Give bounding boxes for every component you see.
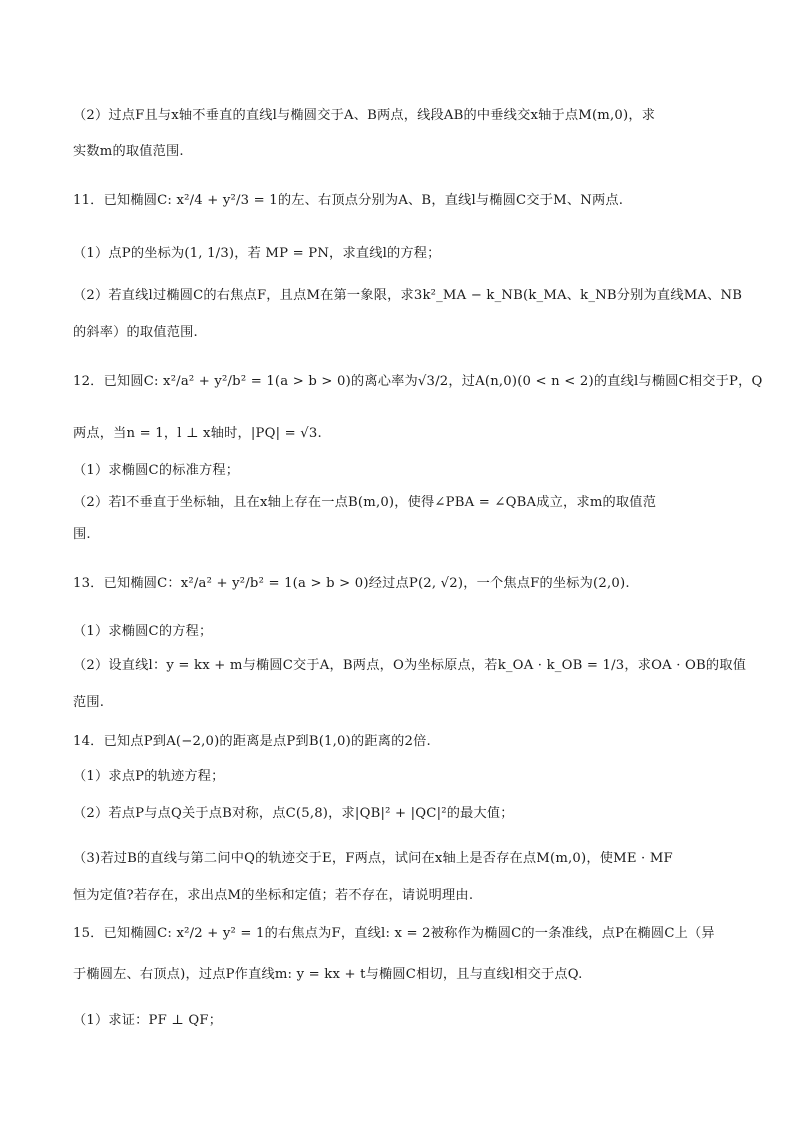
text-line: （1）求椭圆C的方程； xyxy=(73,624,213,639)
problem-13-statement: 13．已知椭圆C：x²/a² + y²/b² = 1(a > b > 0)经过点P(2, √2)，一个焦点F的坐标为(2,0). xyxy=(73,576,630,591)
text-line: 恒为定值?若存在，求出点M的坐标和定值；若不存在，请说明理由. xyxy=(73,888,474,903)
text-line: （1）求证：PF ⊥ QF； xyxy=(73,1013,223,1028)
text-line: 于椭圆左、右顶点)，过点P作直线m: y = kx + t与椭圆C相切，且与直线l相交于点Q. xyxy=(73,967,583,982)
text-line: （2）若直线l过椭圆C的右焦点F，且点M在第一象限，求3k²_MA − k_NB(k_MA、k_NB分别为直线MA、NB xyxy=(73,288,743,303)
text-line: （2）过点F且与x轴不垂直的直线l与椭圆交于A、B两点，线段AB的中垂线交x轴于点M(m,0)，求 xyxy=(73,108,656,123)
problem-15-statement: 15．已知椭圆C: x²/2 + y² = 1的右焦点为F，直线l: x = 2被称作为椭圆C的一条准线，点P在椭圆C上（异 xyxy=(73,926,715,941)
problem-12-statement: 12．已知圆C: x²/a² + y²/b² = 1(a > b > 0)的离心率为√3/2，过A(n,0)(0 < n < 2)的直线l与椭圆C相交于P，Q xyxy=(73,374,763,389)
text-line: （3)若过B的直线与第二问中Q的轨迹交于E，F两点，试问在x轴上是否存在点M(m,0)，使ME · MF xyxy=(73,851,673,866)
text-line: （2）设直线l：y = kx + m与椭圆C交于A，B两点，O为坐标原点，若k_OA · k_OB = 1/3，求OA · OB的取值 xyxy=(73,658,747,673)
text-line: 的斜率）的取值范围. xyxy=(73,325,198,340)
text-line: 范围. xyxy=(73,695,105,710)
text-line: 围. xyxy=(73,527,91,542)
problem-11-statement: 11．已知椭圆C: x²/4 + y²/3 = 1的左、右顶点分别为A、B，直线l与椭圆C交于M、N两点. xyxy=(73,193,624,208)
text-line: 实数m的取值范围. xyxy=(73,144,184,159)
text-line: 两点，当n = 1，l ⊥ x轴时，|PQ| = √3. xyxy=(73,426,322,441)
text-line: （1）点P的坐标为(1, 1/3)，若 MP = PN，求直线l的方程； xyxy=(73,246,441,261)
text-line: （2）若点P与点Q关于点B对称，点C(5,8)，求|QB|² + |QC|²的最大值； xyxy=(73,806,514,821)
problem-14-statement: 14．已知点P到A(−2,0)的距离是点P到B(1,0)的距离的2倍. xyxy=(73,734,431,749)
text-line: （1）求椭圆C的标准方程； xyxy=(73,463,240,478)
text-line: （1）求点P的轨迹方程； xyxy=(73,769,225,784)
text-line: （2）若l不垂直于坐标轴，且在x轴上存在一点B(m,0)，使得∠PBA = ∠QBA成立，求m的取值范 xyxy=(73,495,657,510)
